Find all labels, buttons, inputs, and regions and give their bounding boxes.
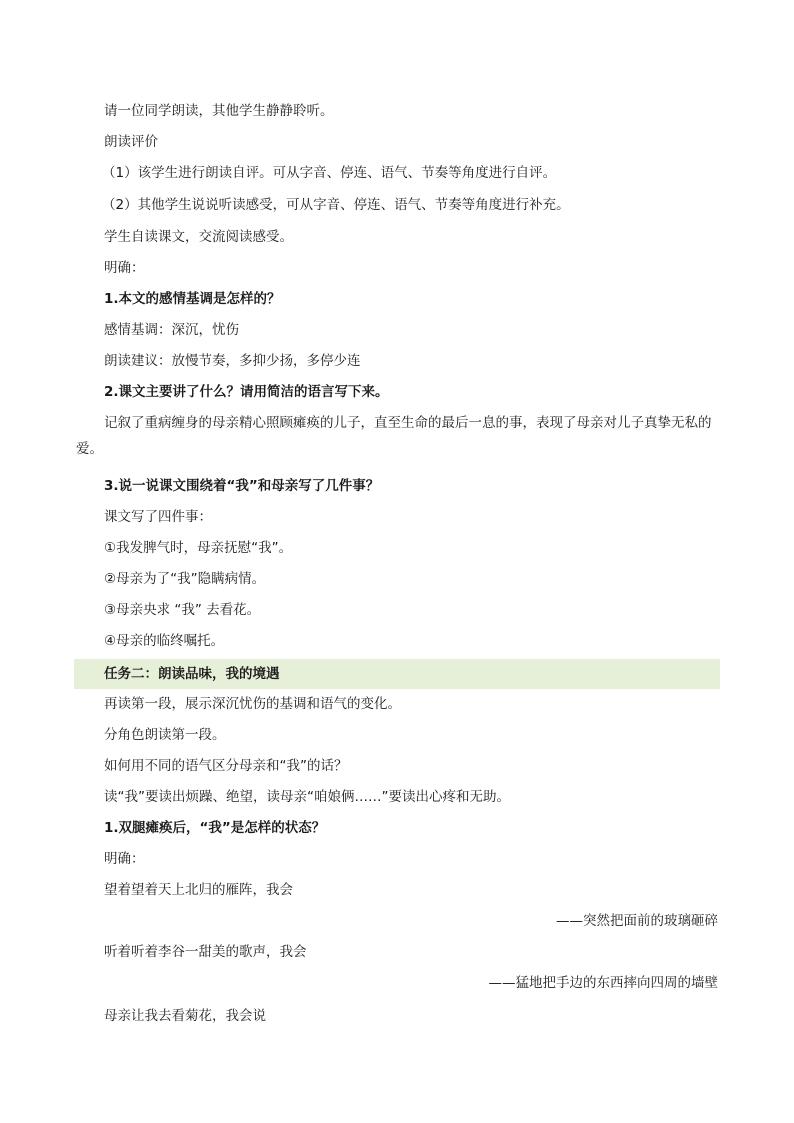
text-line: 请一位同学朗读，其他学生静静聆听。 xyxy=(104,103,334,119)
event-item: ④母亲的临终嘱托。 xyxy=(104,633,225,649)
event-item: ②母亲为了“我”隐瞒病情。 xyxy=(104,571,266,587)
event-item: ①我发脾气时，母亲抚慰“我”。 xyxy=(104,540,293,556)
text-line: 朗读建议：放慢节奏，多抑少扬，多停少连 xyxy=(104,353,361,369)
question-heading: 2.课文主要讲了什么？请用简洁的语言写下来。 xyxy=(104,384,389,400)
text-line: 学生自读课文，交流阅读感受。 xyxy=(104,229,293,245)
text-line: 如何用不同的语气区分母亲和“我”的话？ xyxy=(104,758,348,774)
text-line: （2）其他学生说说听读感受，可从字音、停连、语气、节奏等角度进行补充。 xyxy=(102,197,570,213)
quote-attribution: ——突然把面前的玻璃砸碎 xyxy=(556,913,718,929)
text-line: 读“我”要读出烦躁、绝望，读母亲“咱娘俩……”要读出心疼和无助。 xyxy=(104,789,510,805)
text-line: 明确： xyxy=(104,851,145,867)
task-heading: 任务二：朗读品味，我的境遇 xyxy=(104,666,280,682)
text-line: 母亲让我去看菊花，我会说 xyxy=(104,1008,266,1024)
text-line: 听着听着李谷一甜美的歌声，我会 xyxy=(104,944,307,960)
text-line: （1）该学生进行朗读自评。可从字音、停连、语气、节奏等角度进行自评。 xyxy=(102,165,557,181)
text-line: 再读第一段，展示深沉忧伤的基调和语气的变化。 xyxy=(104,696,401,712)
question-heading: 1.双腿瘫痪后，“我”是怎样的状态？ xyxy=(104,820,326,836)
text-line: 明确： xyxy=(104,260,145,276)
text-line: 朗读评价 xyxy=(104,134,158,150)
answer-paragraph: 记叙了重病缠身的母亲精心照顾瘫痪的儿子，直至生命的最后一息的事，表现了母亲对儿子真挚无私的爱。 xyxy=(76,415,712,457)
event-item: ③母亲央求 “我” 去看花。 xyxy=(104,602,261,618)
text-line: 分角色朗读第一段。 xyxy=(104,727,226,743)
text-line: 课文写了四件事： xyxy=(104,509,212,525)
question-heading: 3.说一说课文围绕着“我”和母亲写了几件事？ xyxy=(104,478,380,494)
text-line: 感情基调：深沉，忧伤 xyxy=(104,322,239,338)
text-line: 望着望着天上北归的雁阵，我会 xyxy=(104,882,293,898)
quote-attribution: ——猛地把手边的东西摔向四周的墙壁 xyxy=(488,975,718,991)
question-heading: 1.本文的感情基调是怎样的？ xyxy=(104,291,281,307)
